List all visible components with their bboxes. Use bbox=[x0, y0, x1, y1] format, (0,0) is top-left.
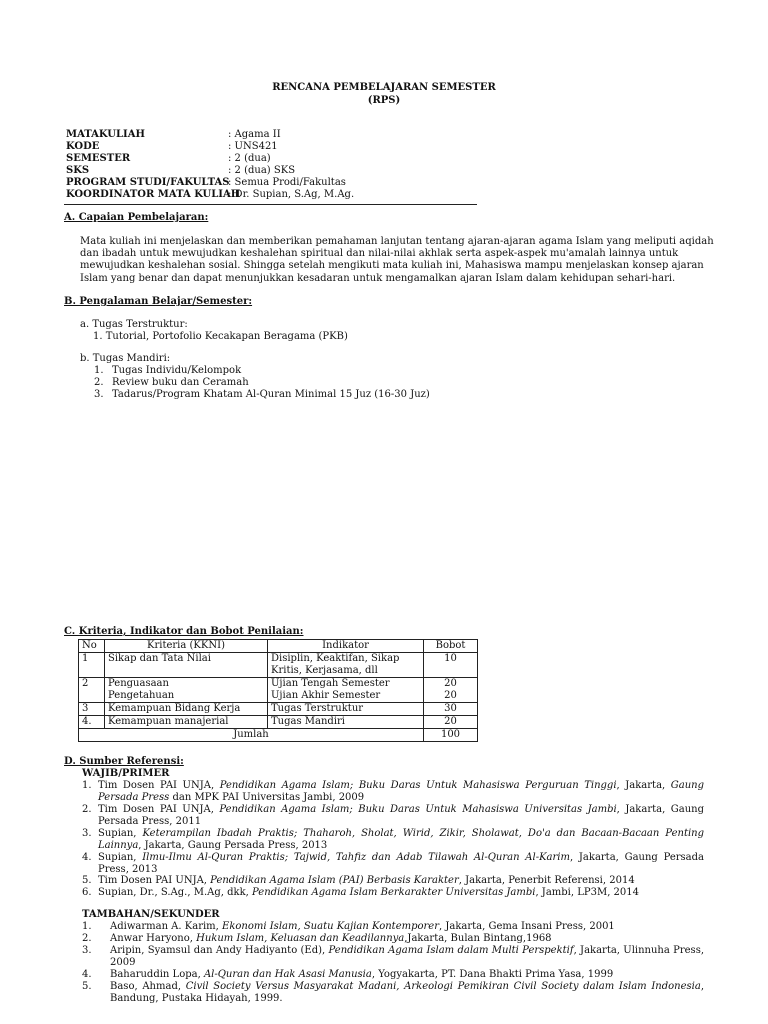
reference-number: 4. bbox=[82, 969, 92, 980]
reference-author: Tim Dosen PAI UNJA, bbox=[98, 780, 220, 791]
info-divider bbox=[64, 204, 477, 205]
reference-extra: dan MPK PAI Universitas Jambi, 2009 bbox=[169, 792, 365, 804]
section-a-heading: A. Capaian Pembelajaran: bbox=[64, 212, 209, 223]
reference-title: Civil Society Versus Masyarakat Madani, Arkeologi Pemikiran Civil Society dalam Islam Indonesia bbox=[185, 981, 701, 992]
table-row bbox=[79, 703, 478, 716]
info-value-prodi: : Semua Prodi/Fakultas bbox=[228, 177, 346, 188]
reference-title: Ekonomi Islam, Suatu Kajian Kontemporer bbox=[222, 921, 439, 932]
section-d-heading: D. Sumber Referensi: bbox=[64, 756, 184, 767]
list-item-number: 1. bbox=[94, 365, 104, 376]
reference-author: Aripin, Syamsul dan Andy Hadiyanto (Ed), bbox=[110, 945, 329, 956]
reference-author: Supian, bbox=[98, 852, 143, 863]
reference-publisher: , Jakarta, Gaung Persada Press, 2013 bbox=[138, 840, 328, 852]
reference-author: Tim Dosen PAI UNJA, bbox=[98, 875, 211, 886]
reference-publisher: , Jakarta, bbox=[616, 780, 671, 791]
reference-number: 3. bbox=[82, 945, 92, 956]
tugas-mandiri-label: b. Tugas Mandiri: bbox=[80, 353, 171, 364]
reference-item bbox=[110, 981, 704, 1005]
reference-publisher-italic: Gaung Persada Press bbox=[98, 780, 705, 804]
reference-number: 1. bbox=[82, 921, 92, 932]
reference-publisher: ,Jakarta, Bulan Bintang,1968 bbox=[404, 933, 552, 944]
paragraph-line: mewujudkan keshalehan sosial. Shingga setelah mengikuti mata kuliah ini, Mahasiswa mampu menjelaskan konsep ajaran bbox=[80, 260, 704, 272]
sekunder-heading: TAMBAHAN/SEKUNDER bbox=[82, 909, 220, 920]
cell-no: 4. bbox=[79, 716, 105, 729]
info-label-semester: SEMESTER bbox=[66, 153, 131, 164]
cell-indikator: Tugas Mandiri bbox=[268, 716, 424, 729]
info-value-sks: : 2 (dua) SKS bbox=[228, 165, 296, 176]
cell-kriteria: Kemampuan manajerial bbox=[105, 716, 268, 729]
paragraph-line: dan ibadah untuk mewujudkan keshalehan spiritual dan nilai-nilai akhlak serta aspek-aspek mu'amalah lainnya untuk bbox=[80, 248, 679, 260]
reference-publisher: , Jakarta, Penerbit Referensi, 2014 bbox=[458, 875, 635, 886]
reference-title: Pendidikan Agama Islam; Buku Daras Untuk Mahasiswa Universitas Jambi bbox=[219, 804, 617, 815]
document-subtitle: (RPS) bbox=[367, 95, 401, 106]
cell-bobot bbox=[424, 678, 478, 703]
info-label-koordinator: KOORDINATOR MATA KULIAH bbox=[66, 189, 241, 200]
reference-title: Keterampilan Ibadah Praktis; Thaharoh, Sholat, Wirid, Zikir, Sholawat, Do'a dan Bacaan-Bacaan Penting Lainnya bbox=[98, 828, 705, 852]
info-value-kode: : UNS421 bbox=[228, 141, 278, 152]
info-label-prodi: PROGRAM STUDI/FAKULTAS bbox=[66, 177, 230, 188]
reference-title: Pendidikan Agama Islam (PAI) Berbasis Karakter bbox=[210, 875, 459, 886]
total-value: 100 bbox=[424, 729, 478, 742]
reference-publisher: , Jambi, LP3M, 2014 bbox=[535, 887, 639, 898]
cell-kriteria: Kemampuan Bidang Kerja bbox=[105, 703, 268, 716]
reference-number: 5. bbox=[82, 875, 92, 886]
reference-number: 6. bbox=[82, 887, 92, 898]
reference-item bbox=[98, 828, 704, 852]
tugas-terstruktur-label: a. Tugas Terstruktur: bbox=[80, 319, 188, 330]
reference-author: Tim Dosen PAI UNJA, bbox=[98, 804, 220, 815]
header-no: No bbox=[79, 640, 105, 653]
reference-author: Baharuddin Lopa, bbox=[110, 969, 204, 980]
header-kriteria: Kriteria (KKNI) bbox=[105, 640, 268, 653]
reference-number: 2. bbox=[82, 933, 92, 944]
table-row bbox=[79, 678, 478, 703]
cell-bobot: 10 bbox=[424, 653, 478, 678]
table-row bbox=[79, 653, 478, 678]
info-label-matakuliah: MATAKULIAH bbox=[66, 129, 145, 140]
assessment-table bbox=[78, 639, 478, 742]
header-bobot: Bobot bbox=[424, 640, 478, 653]
list-item-number: 3. bbox=[94, 389, 104, 400]
section-a-paragraph bbox=[80, 236, 714, 285]
header-indikator: Indikator bbox=[268, 640, 424, 653]
cell-no: 2 bbox=[79, 678, 105, 703]
paragraph-line: Islam yang benar dan dapat menunjukkan kesadaran untuk mengamalkan ajaran Islam dalam kehidupan sehari-hari. bbox=[80, 272, 676, 284]
reference-author: Supian, bbox=[98, 828, 143, 839]
list-item: Tadarus/Program Khatam Al-Quran Minimal 15 Juz (16-30 Juz) bbox=[112, 389, 430, 400]
primer-heading: WAJIB/PRIMER bbox=[82, 768, 170, 779]
reference-publisher: , Yogyakarta, PT. Dana Bhakti Prima Yasa, 1999 bbox=[371, 969, 614, 980]
reference-number: 4. bbox=[82, 852, 92, 863]
reference-item bbox=[110, 945, 704, 969]
document-title: RENCANA PEMBELAJARAN SEMESTER bbox=[272, 82, 496, 93]
cell-kriteria: Penguasaan Pengetahuan bbox=[105, 678, 268, 703]
info-value-semester: : 2 (dua) bbox=[228, 153, 271, 164]
info-label-sks: SKS bbox=[66, 165, 90, 176]
reference-item bbox=[98, 875, 704, 887]
reference-number: 1. bbox=[82, 780, 92, 791]
info-label-kode: KODE bbox=[66, 141, 100, 152]
info-value-matakuliah: : Agama II bbox=[228, 129, 281, 140]
cell-no: 3 bbox=[79, 703, 105, 716]
total-label: Jumlah bbox=[79, 729, 424, 742]
table-header-row bbox=[79, 640, 478, 653]
reference-title: Pendidikan Agama Islam; Buku Daras Untuk Mahasiswa Perguruan Tinggi bbox=[219, 780, 617, 791]
reference-title: Pendidikan Agama Islam dalam Multi Perspektif bbox=[328, 945, 574, 956]
reference-item bbox=[110, 969, 704, 981]
indikator-line: Ujian Akhir Semester bbox=[271, 690, 381, 701]
section-c-heading: C. Kriteria, Indikator dan Bobot Penilaian: bbox=[64, 626, 304, 637]
reference-item bbox=[98, 804, 704, 828]
reference-item bbox=[98, 780, 704, 804]
reference-item bbox=[110, 933, 704, 945]
reference-publisher: , Jakarta, Ulinnuha Press, 2009 bbox=[110, 945, 705, 969]
table-total-row bbox=[79, 729, 478, 742]
cell-indikator bbox=[268, 678, 424, 703]
reference-author: Adiwarman A. Karim, bbox=[110, 921, 223, 932]
bobot-line: 20 bbox=[444, 678, 457, 689]
cell-bobot: 20 bbox=[424, 716, 478, 729]
paragraph-line: Mata kuliah ini menjelaskan dan memberikan pemahaman lanjutan tentang ajaran-ajaran agama Islam yang meliputi aqidah bbox=[80, 236, 714, 247]
list-item-number: 2. bbox=[94, 377, 104, 388]
cell-indikator: Tugas Terstruktur bbox=[268, 703, 424, 716]
reference-item bbox=[110, 921, 704, 933]
reference-title: Hukum Islam, Keluasan dan Keadilannya bbox=[196, 933, 405, 944]
cell-indikator: Disiplin, Keaktifan, Sikap Kritis, Kerjasama, dll bbox=[268, 653, 424, 678]
reference-author: Supian, Dr., S.Ag., M.Ag, dkk, bbox=[98, 887, 252, 898]
bobot-line: 20 bbox=[444, 690, 457, 701]
reference-author: Anwar Haryono, bbox=[110, 933, 197, 944]
list-item: Tugas Individu/Kelompok bbox=[112, 365, 242, 376]
info-value-koordinator: : Dr. Supian, S.Ag, M.Ag. bbox=[228, 189, 355, 200]
section-b-heading: B. Pengalaman Belajar/Semester: bbox=[64, 296, 253, 307]
cell-kriteria: Sikap dan Tata Nilai bbox=[105, 653, 268, 678]
reference-publisher: , Jakarta, Gaung Persada Press, 2011 bbox=[98, 804, 704, 828]
reference-number: 5. bbox=[82, 981, 92, 992]
reference-item bbox=[98, 887, 704, 899]
reference-title: Ilmu-Ilmu Al-Quran Praktis; Tajwid, Tahfiz dan Adab Tilawah Al-Quran Al-Karim bbox=[142, 852, 570, 863]
reference-publisher: , Bandung, Pustaka Hidayah, 1999. bbox=[110, 981, 704, 1005]
reference-publisher: , Jakarta, Gema Insani Press, 2001 bbox=[439, 921, 615, 932]
reference-number: 2. bbox=[82, 804, 92, 815]
indikator-line: Ujian Tengah Semester bbox=[271, 678, 390, 689]
list-item: Review buku dan Ceramah bbox=[112, 377, 249, 388]
reference-item bbox=[98, 852, 704, 876]
tugas-terstruktur-item: 1. Tutorial, Portofolio Kecakapan Beragama (PKB) bbox=[93, 331, 348, 342]
table-row bbox=[79, 716, 478, 729]
reference-number: 3. bbox=[82, 828, 92, 839]
cell-bobot: 30 bbox=[424, 703, 478, 716]
cell-no: 1 bbox=[79, 653, 105, 678]
reference-author: Baso, Ahmad, bbox=[110, 981, 186, 992]
reference-title: Pendidikan Agama Islam Berkarakter Universitas Jambi bbox=[252, 887, 536, 898]
reference-title: Al-Quran dan Hak Asasi Manusia bbox=[203, 969, 372, 980]
reference-publisher: , Jakarta, Gaung Persada Press, 2013 bbox=[98, 852, 705, 876]
